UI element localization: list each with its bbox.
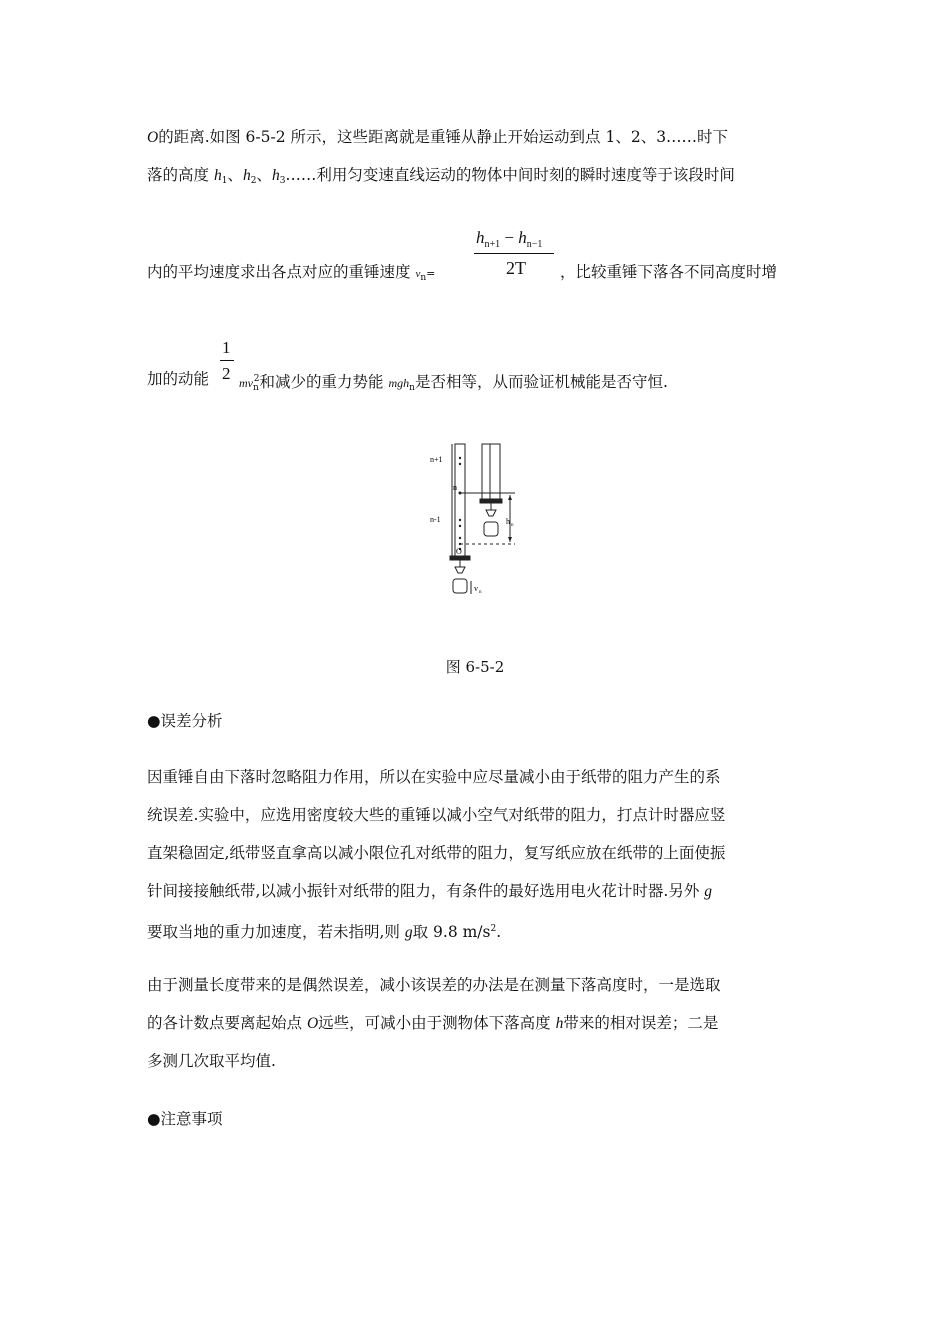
text: 的各计数点要离起始点: [147, 1014, 307, 1032]
fraction-bar: [474, 253, 554, 254]
weight-right: [484, 522, 498, 536]
para1-line4-right: [239, 369, 668, 398]
var-h: h: [555, 1015, 564, 1032]
subscript: 3: [279, 176, 286, 186]
text: 是否相等，从而验证机械能是否守恒.: [414, 373, 668, 391]
heading-error-analysis: ●误差分析: [147, 712, 223, 730]
var-h: h: [271, 167, 280, 184]
text: 带来的相对误差；二是: [563, 1014, 719, 1032]
error-p2-line2: [147, 1013, 718, 1034]
label-n-plus-1: n+1: [430, 455, 443, 464]
error-p2-line1: 由于测量长度带来的是偶然误差，减小该误差的办法是在测量下落高度时，一是选取: [147, 976, 721, 994]
var-h: h: [476, 228, 485, 247]
var-h: h: [213, 167, 222, 184]
error-p1-line3: 直架稳固定,纸带竖直拿高以减小限位孔对纸带的阻力，复写纸应放在纸带的上面使振: [147, 844, 726, 862]
fraction-denominator: 2T: [506, 258, 526, 278]
para1-line3: [147, 262, 435, 288]
label-n-minus-1: n-1: [430, 515, 441, 524]
text: 取 9.8 m/s: [412, 923, 491, 941]
label-h: h: [506, 517, 510, 526]
label-v: v: [474, 584, 478, 593]
error-p1-line1: 因重锤自由下落时忽略阻力作用，所以在实验中应尽量减小由于纸带的阻力产生的系: [147, 768, 721, 786]
error-p2-line3: 多测几次取平均值.: [147, 1052, 276, 1070]
minus-sign: −: [500, 228, 519, 247]
para1-line1: [147, 127, 728, 148]
text: 要取当地的重力加速度，若未指明,则: [147, 923, 405, 941]
para1-line3-right: [560, 262, 777, 282]
text: 内的平均速度求出各点对应的重锤速度: [147, 263, 416, 281]
text: 落的高度: [147, 166, 214, 184]
label-n: n: [453, 483, 457, 492]
weight-left: [453, 579, 467, 593]
text: ……利用匀变速直线运动的物体中间时刻的瞬时速度等于该段时间: [285, 166, 735, 184]
var-h: h: [518, 228, 527, 247]
var-mv: mv: [239, 376, 253, 390]
error-p1-line2: 统误差.实验中，应选用密度较大些的重锤以减小空气对纸带的阻力，打点计时器应竖: [147, 806, 726, 824]
text: 、: [227, 166, 243, 184]
half-numerator: 1: [222, 338, 231, 357]
para1-line4: [147, 369, 209, 389]
text: 远些，可减小由于测物体下落高度: [318, 1014, 556, 1032]
label-v-sub: n: [479, 590, 482, 595]
var-o: O: [147, 129, 159, 146]
var-g: g: [704, 883, 713, 900]
label-h-sub: n: [511, 523, 514, 528]
heading-notes: ●注意事项: [147, 1110, 223, 1128]
text: 加的动能: [147, 370, 210, 388]
fraction-numerator: [476, 228, 542, 250]
text: 针间接接触纸带,以减小振针对纸带的阻力，有条件的最好选用电火花计时器.另外: [147, 882, 705, 900]
figure-caption: 图 6-5-2: [445, 658, 505, 676]
subscript: n: [420, 273, 427, 283]
subscript: n−1: [526, 239, 543, 250]
superscript: 2: [490, 924, 497, 934]
subscript: 2: [250, 176, 257, 186]
half-bar: [220, 360, 234, 361]
label-o: O: [456, 547, 462, 556]
error-p1-line5: [147, 919, 501, 943]
equals: =: [426, 267, 436, 280]
text: 和减少的重力势能: [259, 373, 389, 391]
text: ，比较重锤下落各不同高度时增: [560, 263, 778, 281]
var-mgh: mgh: [388, 376, 410, 390]
half-denominator: 2: [222, 364, 231, 383]
text: .: [496, 923, 502, 941]
var-o: O: [306, 1015, 319, 1032]
figure-6-5-2: [400, 440, 540, 605]
subscript: 1: [221, 176, 228, 186]
subscript: n+1: [484, 239, 501, 250]
superscript: 2: [253, 374, 260, 384]
para1-line2: [147, 165, 735, 191]
var-v: v: [415, 268, 421, 280]
error-p1-line4: [147, 881, 712, 902]
text: 、: [256, 166, 272, 184]
subscript: n: [253, 383, 259, 393]
var-g: g: [404, 924, 413, 941]
text: 的距离.如图 6-5-2 所示，这些距离就是重锤从静止开始运动到点 1、2、3……时下: [158, 128, 729, 146]
paper-tape-right: [482, 444, 500, 499]
var-h: h: [242, 167, 251, 184]
paper-tape-left: [455, 444, 465, 556]
subscript: n: [409, 383, 415, 393]
